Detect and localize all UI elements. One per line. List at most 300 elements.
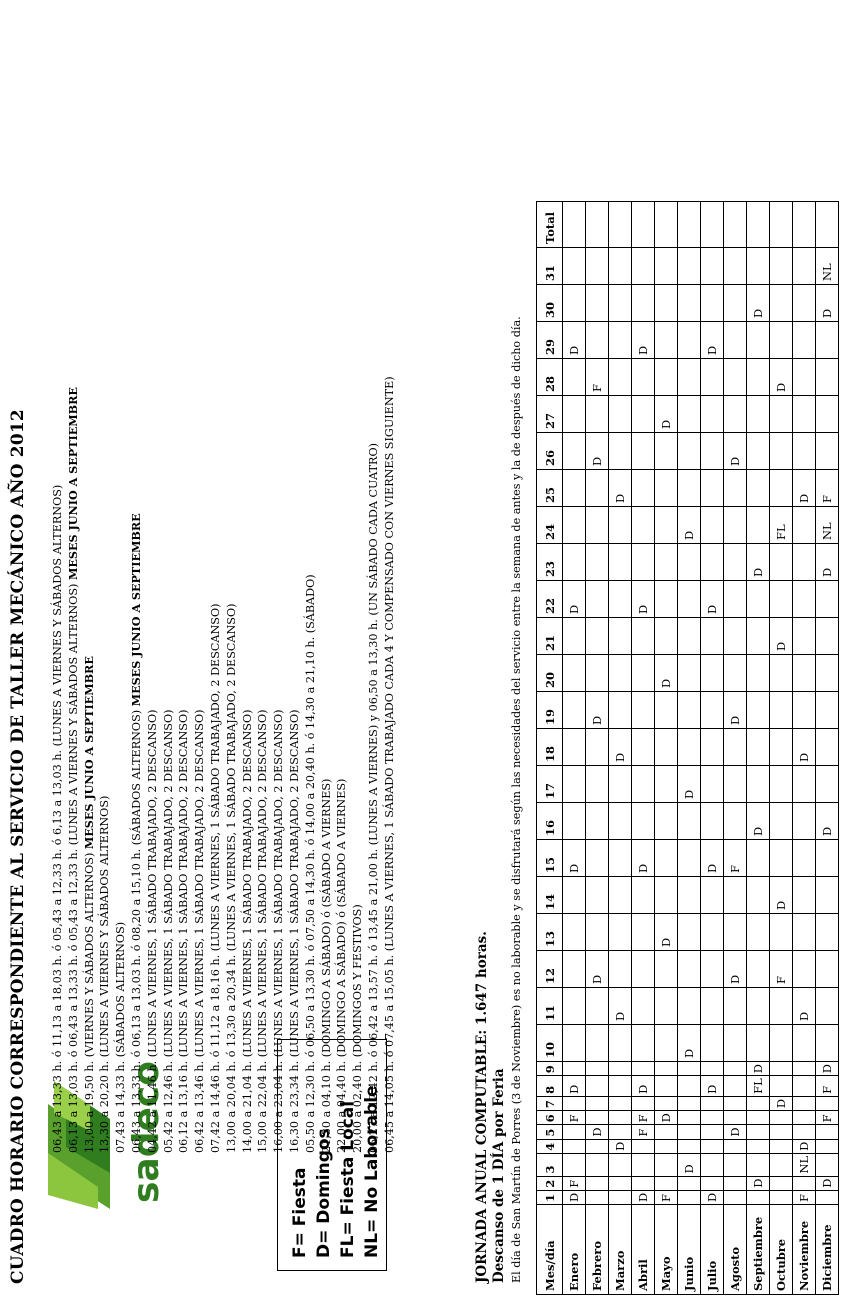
- day-cell: [770, 470, 793, 507]
- day-cell: [586, 729, 609, 766]
- header-day: 24: [537, 507, 563, 544]
- day-cell: D: [563, 1190, 586, 1204]
- day-cell: D: [609, 729, 632, 766]
- day-cell: [678, 470, 701, 507]
- day-cell: [701, 507, 724, 544]
- day-cell: [655, 359, 678, 396]
- day-cell: NL: [816, 248, 839, 285]
- day-cell: [770, 766, 793, 803]
- total-cell: [563, 202, 586, 248]
- calendar-row: [793, 202, 816, 1295]
- day-cell: [655, 1139, 678, 1153]
- day-cell: [724, 618, 747, 655]
- day-cell: [563, 914, 586, 951]
- header-day: 14: [537, 877, 563, 914]
- day-cell: D: [724, 692, 747, 729]
- header-day: 22: [537, 581, 563, 618]
- schedule-line: [350, 33, 366, 1153]
- day-cell: [609, 396, 632, 433]
- day-cell: [609, 1076, 632, 1097]
- header-day: 30: [537, 285, 563, 322]
- calendar-row: [678, 202, 701, 1295]
- day-cell: [793, 581, 816, 618]
- day-cell: [701, 655, 724, 692]
- day-cell: [793, 1076, 816, 1097]
- day-cell: D: [816, 1062, 839, 1076]
- day-cell: [563, 655, 586, 692]
- schedule-hours: 06,43 a 13,33 h. ó 11,13 a 18,03 h. ó 05,43 a 12,33 h. ó 6,13 a 13,03 h. (LUNES A VIERNES Y SÁBADOS ALTERNOS): [51, 484, 64, 1153]
- total-cell: [678, 202, 701, 248]
- day-cell: [609, 655, 632, 692]
- day-cell: [701, 1025, 724, 1062]
- day-cell: [816, 1153, 839, 1176]
- schedule-hours: 06,13 a 13,03 h. ó 06,43 a 13,33 h. ó 05,43 a 12,33 h. (LUNES A VIERNES Y SÁBADOS ALTERNOS): [66, 580, 80, 1153]
- day-cell: [586, 507, 609, 544]
- day-cell: NL: [793, 1153, 816, 1176]
- day-cell: [747, 322, 770, 359]
- day-cell: [609, 1125, 632, 1139]
- day-cell: [747, 729, 770, 766]
- day-cell: [793, 1125, 816, 1139]
- day-cell: [724, 1076, 747, 1097]
- day-cell: [563, 618, 586, 655]
- day-cell: D: [609, 1139, 632, 1153]
- day-cell: [609, 914, 632, 951]
- day-cell: [724, 914, 747, 951]
- day-cell: D: [655, 396, 678, 433]
- day-cell: D: [793, 988, 816, 1025]
- day-cell: [632, 544, 655, 581]
- day-cell: [747, 618, 770, 655]
- day-cell: D: [655, 655, 678, 692]
- day-cell: [770, 1176, 793, 1190]
- schedule-line: [240, 33, 256, 1153]
- day-cell: [724, 1025, 747, 1062]
- day-cell: [724, 803, 747, 840]
- day-cell: [678, 1139, 701, 1153]
- month-label: Enero: [563, 1205, 586, 1295]
- month-label: Mayo: [655, 1205, 678, 1295]
- month-label: Noviembre: [793, 1205, 816, 1295]
- total-cell: [655, 202, 678, 248]
- day-cell: [724, 1111, 747, 1125]
- day-cell: [793, 1176, 816, 1190]
- schedule-line: [224, 33, 240, 1153]
- day-cell: D: [747, 544, 770, 581]
- calendar-row: [586, 202, 609, 1295]
- schedule-line: [366, 33, 382, 1153]
- day-cell: [609, 692, 632, 729]
- day-cell: D: [563, 581, 586, 618]
- day-cell: [632, 951, 655, 988]
- day-cell: [609, 840, 632, 877]
- calendar-row: [770, 202, 793, 1295]
- schedule-line: [208, 33, 224, 1153]
- day-cell: D: [609, 988, 632, 1025]
- day-cell: [678, 1096, 701, 1110]
- day-cell: [632, 729, 655, 766]
- day-cell: [816, 359, 839, 396]
- day-cell: [632, 988, 655, 1025]
- day-cell: D: [678, 507, 701, 544]
- day-cell: [793, 766, 816, 803]
- day-cell: [609, 359, 632, 396]
- day-cell: D: [770, 1096, 793, 1110]
- schedule-hours: 14,00 a 21,04 h. (LUNES A VIERNES, 1 SÁBADO TRABAJADO, 2 DESCANSO): [240, 709, 254, 1153]
- total-cell: [770, 202, 793, 248]
- header-day: 6: [537, 1111, 563, 1125]
- header-day: 27: [537, 396, 563, 433]
- day-cell: [701, 988, 724, 1025]
- day-cell: [655, 1076, 678, 1097]
- page-title: CUADRO HORARIO CORRESPONDIENTE AL SERVICIO DE TALLER MECÁNICO AÑO 2012: [8, 409, 28, 1284]
- header-day: 3: [537, 1153, 563, 1176]
- day-cell: [655, 1062, 678, 1076]
- day-cell: [816, 581, 839, 618]
- schedule-line: [50, 33, 66, 1153]
- schedule-hours: 05,50 a 12,30 h. ó 06,50 a 13,30 h. ó 07,50 a 14,30 h. ó 14,00 a 20,40 h. ó 14,30 a 21,10 h. (SÁBADO): [303, 574, 317, 1153]
- day-cell: [724, 655, 747, 692]
- month-label: Agosto: [724, 1205, 747, 1295]
- day-cell: [793, 322, 816, 359]
- schedule-line: [66, 33, 82, 1153]
- day-cell: [563, 951, 586, 988]
- month-label: Octubre: [770, 1205, 793, 1295]
- day-cell: [678, 396, 701, 433]
- day-cell: [609, 285, 632, 322]
- day-cell: [655, 470, 678, 507]
- day-cell: [678, 840, 701, 877]
- day-cell: [724, 396, 747, 433]
- day-cell: [747, 692, 770, 729]
- calendar-table: [536, 201, 839, 1295]
- day-cell: [816, 914, 839, 951]
- day-cell: [678, 877, 701, 914]
- day-cell: [816, 322, 839, 359]
- day-cell: [701, 359, 724, 396]
- day-cell: [678, 1111, 701, 1125]
- day-cell: D: [724, 433, 747, 470]
- day-cell: [678, 655, 701, 692]
- calendar-row: [655, 202, 678, 1295]
- day-cell: D: [747, 1176, 770, 1190]
- day-cell: [655, 618, 678, 655]
- day-cell: [724, 322, 747, 359]
- day-cell: [632, 655, 655, 692]
- schedule-hours: 15,00 a 22,04 h. (LUNES A VIERNES, 1 SÁBADO TRABAJADO, 2 DESCANSO): [256, 709, 270, 1153]
- day-cell: F: [816, 1076, 839, 1097]
- day-cell: [816, 433, 839, 470]
- day-cell: NL: [816, 507, 839, 544]
- day-cell: D: [770, 877, 793, 914]
- day-cell: [609, 618, 632, 655]
- day-cell: [563, 1025, 586, 1062]
- day-cell: [724, 1190, 747, 1204]
- day-cell: [563, 1096, 586, 1110]
- day-cell: [770, 433, 793, 470]
- day-cell: [609, 877, 632, 914]
- day-cell: D: [586, 692, 609, 729]
- day-cell: [747, 1096, 770, 1110]
- day-cell: [609, 248, 632, 285]
- day-cell: [678, 581, 701, 618]
- day-cell: D: [816, 544, 839, 581]
- day-cell: [793, 433, 816, 470]
- legend-no-laborable: NL= No Laborable: [362, 1085, 382, 1258]
- header-day: 17: [537, 766, 563, 803]
- day-cell: D: [678, 766, 701, 803]
- schedule-hours: 13,30 a 20,20 h. (LUNES A VIERNES Y SÁBADOS ALTERNOS): [98, 795, 112, 1153]
- day-cell: [770, 1139, 793, 1153]
- header-day: 26: [537, 433, 563, 470]
- day-cell: [586, 1153, 609, 1176]
- day-cell: [632, 618, 655, 655]
- day-cell: [586, 914, 609, 951]
- schedule-line: [255, 33, 271, 1153]
- day-cell: [816, 1125, 839, 1139]
- day-cell: [632, 1139, 655, 1153]
- day-cell: [609, 766, 632, 803]
- day-cell: [655, 248, 678, 285]
- day-cell: [701, 951, 724, 988]
- day-cell: [701, 914, 724, 951]
- day-cell: [586, 655, 609, 692]
- day-cell: [770, 1111, 793, 1125]
- day-cell: [586, 877, 609, 914]
- day-cell: [724, 766, 747, 803]
- header-day: 8: [537, 1076, 563, 1097]
- day-cell: [655, 877, 678, 914]
- day-cell: [678, 803, 701, 840]
- day-cell: [655, 951, 678, 988]
- day-cell: [747, 1153, 770, 1176]
- day-cell: [701, 248, 724, 285]
- schedule-line: [113, 33, 129, 1153]
- legend-fiesta-local: FL= Fiesta Local: [338, 1100, 358, 1258]
- day-cell: [586, 1111, 609, 1125]
- schedule-line: [82, 33, 98, 1153]
- day-cell: [563, 877, 586, 914]
- day-cell: [678, 1125, 701, 1139]
- day-cell: D: [632, 581, 655, 618]
- day-cell: [655, 729, 678, 766]
- day-cell: [770, 581, 793, 618]
- day-cell: [724, 470, 747, 507]
- day-cell: [678, 951, 701, 988]
- day-cell: [816, 840, 839, 877]
- day-cell: D: [816, 803, 839, 840]
- schedule-hours: 20,00 a 02,40 h. (DOMINGOS Y FESTIVOS): [351, 904, 365, 1153]
- day-cell: [678, 1062, 701, 1076]
- day-cell: [816, 766, 839, 803]
- schedule-line: [97, 33, 113, 1153]
- schedule-line: [303, 33, 319, 1153]
- day-cell: [770, 1076, 793, 1097]
- day-cell: [701, 1139, 724, 1153]
- day-cell: [701, 1062, 724, 1076]
- month-label: Abril: [632, 1205, 655, 1295]
- day-cell: [655, 1176, 678, 1190]
- day-cell: [563, 729, 586, 766]
- day-cell: [563, 285, 586, 322]
- schedule-hours: 07,43 a 14,33 h. (SÁBADOS ALTERNOS): [114, 921, 128, 1153]
- day-cell: [655, 322, 678, 359]
- day-cell: [632, 285, 655, 322]
- day-cell: [586, 1076, 609, 1097]
- day-cell: [632, 396, 655, 433]
- day-cell: [724, 285, 747, 322]
- month-label: Junio: [678, 1205, 701, 1295]
- day-cell: [609, 1153, 632, 1176]
- day-cell: D: [701, 322, 724, 359]
- header-day: 12: [537, 951, 563, 988]
- day-cell: [747, 766, 770, 803]
- schedule-hours: 22,00 a 04,40 h. (DOMINGO A SÁBADO) ó (SÁBADO A VIERNES): [335, 778, 349, 1153]
- day-cell: [678, 285, 701, 322]
- schedule-hours: 21,30 a 04,10 h. (DOMINGO A SÁBADO) ó (SÁBADO A VIERNES): [319, 778, 333, 1153]
- day-cell: FL: [747, 1076, 770, 1097]
- feria-rest: Descanso de 1 DÍA por Feria: [491, 1068, 507, 1283]
- day-cell: [563, 433, 586, 470]
- day-cell: [586, 988, 609, 1025]
- day-cell: [586, 1025, 609, 1062]
- day-cell: [793, 951, 816, 988]
- day-cell: [724, 1139, 747, 1153]
- day-cell: [816, 1190, 839, 1204]
- day-cell: [701, 396, 724, 433]
- day-cell: [816, 692, 839, 729]
- day-cell: [586, 1139, 609, 1153]
- day-cell: [793, 914, 816, 951]
- day-cell: [609, 1111, 632, 1125]
- day-cell: D: [747, 1062, 770, 1076]
- day-cell: [609, 433, 632, 470]
- header-day: 15: [537, 840, 563, 877]
- day-cell: [747, 359, 770, 396]
- day-cell: [770, 840, 793, 877]
- day-cell: [586, 803, 609, 840]
- day-cell: [793, 396, 816, 433]
- day-cell: [632, 1062, 655, 1076]
- day-cell: F: [724, 840, 747, 877]
- day-cell: D: [724, 1125, 747, 1139]
- day-cell: [563, 544, 586, 581]
- day-cell: [701, 766, 724, 803]
- day-cell: [655, 988, 678, 1025]
- calendar-header-row: [537, 202, 563, 1295]
- day-cell: D: [563, 1076, 586, 1097]
- calendar-row: [609, 202, 632, 1295]
- day-cell: D: [770, 359, 793, 396]
- day-cell: [770, 1125, 793, 1139]
- header-day: 18: [537, 729, 563, 766]
- day-cell: [793, 1111, 816, 1125]
- schedule-hours: 06,12 a 13,16 h. (LUNES A VIERNES, 1 SÁBADO TRABAJADO, 2 DESCANSO): [177, 709, 191, 1153]
- calendar-row: [816, 202, 839, 1295]
- schedule-months: MESES JUNIO A SEPTIEMBRE: [65, 387, 80, 581]
- day-cell: [586, 840, 609, 877]
- schedule-months: MESES JUNIO A SEPTIEMBRE: [81, 656, 96, 850]
- schedule-hours: 07,42 a 14,46 h. ó 11,12 a 18,16 h. (LUNES A VIERNES, 1 SÁBADO TRABAJADO, 2 DESCANSO): [208, 603, 222, 1153]
- day-cell: [632, 692, 655, 729]
- day-cell: [793, 655, 816, 692]
- day-cell: D: [586, 433, 609, 470]
- day-cell: [586, 285, 609, 322]
- day-cell: [724, 248, 747, 285]
- day-cell: [816, 655, 839, 692]
- day-cell: [678, 359, 701, 396]
- calendar-row: [563, 202, 586, 1295]
- day-cell: D: [655, 1111, 678, 1125]
- day-cell: [563, 1139, 586, 1153]
- header-day: 25: [537, 470, 563, 507]
- header-month: Mes/día: [537, 1205, 563, 1295]
- day-cell: [793, 877, 816, 914]
- day-cell: F: [793, 1190, 816, 1204]
- day-cell: [632, 359, 655, 396]
- day-cell: D: [724, 951, 747, 988]
- day-cell: [770, 914, 793, 951]
- schedule-months: MESES JUNIO A SEPTIEMBRE: [128, 513, 143, 707]
- day-cell: D: [678, 1153, 701, 1176]
- day-cell: F: [816, 1111, 839, 1125]
- schedule-line: [161, 33, 177, 1153]
- header-day: 23: [537, 544, 563, 581]
- header-day: 5: [537, 1125, 563, 1139]
- day-cell: [632, 914, 655, 951]
- day-cell: [770, 1153, 793, 1176]
- day-cell: [586, 1190, 609, 1204]
- day-cell: [701, 729, 724, 766]
- schedule-hours: 13,00 a 19,50 h. (VIERNES Y SÁBADOS ALTERNOS): [82, 849, 96, 1153]
- month-label: Julio: [701, 1205, 724, 1295]
- day-cell: F: [563, 1111, 586, 1125]
- day-cell: [747, 988, 770, 1025]
- day-cell: [816, 396, 839, 433]
- day-cell: [678, 433, 701, 470]
- schedule-line: [145, 33, 161, 1153]
- day-cell: [563, 988, 586, 1025]
- total-cell: [747, 202, 770, 248]
- calendar-row: [632, 202, 655, 1295]
- day-cell: [747, 951, 770, 988]
- day-cell: [563, 803, 586, 840]
- schedule-line: [319, 33, 335, 1153]
- day-cell: [655, 803, 678, 840]
- day-cell: [586, 322, 609, 359]
- day-cell: [632, 766, 655, 803]
- day-cell: [678, 729, 701, 766]
- day-cell: [793, 285, 816, 322]
- header-day: 1: [537, 1190, 563, 1204]
- san-martin-note: El día de San Martín de Porres (3 de Noviembre) es no laborable y se disfrutará según las necesidades del servicio entre la semana de antes y la de después de dicho día.: [510, 316, 523, 1283]
- day-cell: [586, 618, 609, 655]
- day-cell: [563, 359, 586, 396]
- day-cell: [655, 692, 678, 729]
- day-cell: [701, 1153, 724, 1176]
- total-cell: [632, 202, 655, 248]
- day-cell: [770, 1062, 793, 1076]
- day-cell: [747, 877, 770, 914]
- schedule-hours: 05,42 a 12,46 h. (LUNES A VIERNES, 1 SÁBADO TRABAJADO, 2 DESCANSO): [161, 709, 175, 1153]
- day-cell: D: [816, 285, 839, 322]
- day-cell: [747, 507, 770, 544]
- day-cell: [678, 544, 701, 581]
- day-cell: [563, 692, 586, 729]
- day-cell: D: [793, 729, 816, 766]
- day-cell: [724, 1096, 747, 1110]
- day-cell: [563, 1125, 586, 1139]
